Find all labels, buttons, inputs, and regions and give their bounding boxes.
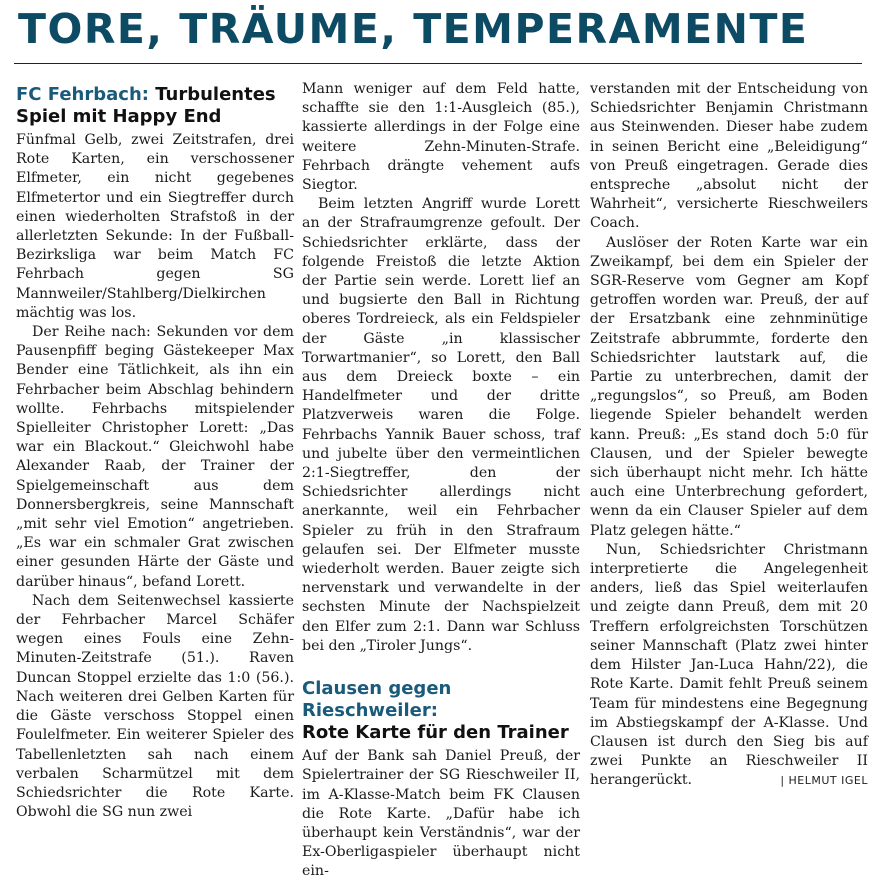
col1-paragraph-2: Der Reihe nach: Sekunden vor dem Pausenpfiff beging Gästekeeper Max Bender eine Tätlichkeit, als ihn ein Fehrbacher beim Abschlag behindern wollte. Fehrbachs mitspielender Spielleiter Christopher Lorett: „Das war ein Blackout.“ Gleichwohl habe Alexander Raab, der Trainer der Spielgemeinschaft aus dem Donnersbergkreis, seine Mannschaft „mit sehr viel Emotion“ angetrieben. „Es war ein schmaler Grat zwischen einer gesunden Härte der Gäste und darüber hinaus“, befand Lorett.	[16, 324, 294, 590]
headline: TORE, TRÄUME, TEMPERAMENTE	[18, 5, 809, 53]
column-1	[16, 84, 294, 821]
author-credit: | HELMUT IGEL	[780, 774, 868, 788]
col3-paragraph-1: verstanden mit der Entscheidung von Schiedsrichter Benjamin Christmann aus Steinwenden. Dieser habe zudem in seinen Bericht eine „Beleidigung“ von Preuß eingetragen. Gerade dies entspreche „absolut nicht der Wahrheit“, versicherte Rieschweilers Coach.	[590, 81, 868, 232]
section-1-heading	[16, 84, 294, 128]
column-3	[590, 80, 868, 789]
section-2-place: Clausen gegen Rieschweiler:	[302, 678, 452, 722]
section-1-place: FC Fehrbach:	[16, 84, 149, 105]
column-2	[302, 80, 580, 880]
col3-paragraph-2: Auslöser der Roten Karte war ein Zweikampf, bei dem ein Spieler der SGR-Reserve vom Gegner am Kopf getroffen worden war. Preuß, der auf der Ersatzbank eine zehnminütige Zeitstrafe abbrummte, forderte den Schiedsrichter lautstark auf, die Partie zu unterbrechen, damit der „regungslos“, so Preuß, am Boden liegende Spieler behandelt werden kann. Preuß: „Es stand doch 5:0 für Clausen, und der Spieler bewegte sich überhaupt nicht mehr. Ich hätte auch eine Unterbrechung gefordert, wenn da ein Clauser Spieler auf dem Platz gelegen hätte.“	[590, 234, 868, 539]
section-2-title-line2: Rote Karte für den Trainer	[302, 722, 569, 744]
col2-paragraph-1: Mann weniger auf dem Feld hatte, schaffte sie den 1:1-Ausgleich (85.), kassierte allerdings in der Folge eine weitere Zehn-Minuten-Strafe. Fehrbach drängte vehement aufs Siegtor.	[302, 81, 580, 194]
col1-paragraph-1: Fünfmal Gelb, zwei Zeitstrafen, drei Rote Karten, ein verschossener Elfmeter, ein nicht gegebenes Elfmetertor und ein Siegtreffer durch einen wiederholten Strafstoß in der allerletzten Sekunde: In der Fußball-Bezirksliga war beim Match FC Fehrbach gegen SG Mannweiler/Stahlberg/Dielkirchen mächtig was los.	[16, 132, 294, 321]
section-2-heading	[302, 678, 580, 744]
col2-paragraph-2: Beim letzten Angriff wurde Lorett an der Strafraumgrenze gefoult. Der Schiedsrichter erklärte, dass der folgende Freistoß die letzte Aktion der Partie sein werde. Lorett lief an und bugsierte den Ball in Richtung oberes Tordreieck, als ein Feldspieler der Gäste „in klassischer Torwartmanier“, so Lorett, den Ball aus dem Dreieck boxte – ein Handelfmeter und der dritte Platzverweis waren die Folge. Fehrbachs Yannik Bauer schoss, traf und jubelte über den vermeintlichen 2:1-Siegtreffer, den der Schiedsrichter allerdings nicht anerkannte, weil ein Fehrbacher Spieler zu früh in den Strafraum gelaufen sei. Der Elfmeter musste wiederholt werden. Bauer zeigte sich nervenstark und verwandelte in der sechsten Minute der Nachspielzeit den Elfer zum 2:1. Dann war Schluss bei den „Tiroler Jungs“.	[302, 196, 580, 654]
col3-paragraph-3	[590, 541, 868, 791]
col3-paragraph-3-text: Nun, Schiedsrichter Christmann interpretierte die Angelegenheit anders, ließ das Spiel weiterlaufen und zeigte dann Preuß, dem mit 20 Treffern erfolgreichsten Torschützen seiner Mannschaft (Platz zwei hinter dem Hilster Jan-Luca Hahn/22), die Rote Karte. Damit fehlt Preuß seinem Team für mindestens eine Begegnung im Abstiegskampf der A-Klasse. Und Clausen ist durch den Sieg bis auf zwei Punkte an Rieschweiler II herangerückt.	[590, 541, 868, 789]
section-1-title-rest: Turbulentes	[155, 84, 276, 105]
section-1-title-line2: Spiel mit Happy End	[16, 106, 222, 127]
col1-paragraph-3: Nach dem Seitenwechsel kassierte der Fehrbacher Marcel Schäfer wegen eines Fouls eine Zehn-Minuten-Zeitstrafe (51.). Raven Duncan Stoppel erzielte das 1:0 (56.). Nach weiteren drei Gelben Karten für die Gäste verschoss Stoppel einen Foulelfmeter. Ein weiterer Spieler des Tabellenletzten sah nach einem verbalen Scharmützel mit dem Schiedsrichter die Rote Karte. Obwohl die SG nun zwei	[16, 592, 294, 821]
headline-rule	[14, 63, 862, 64]
col2-paragraph-3: Auf der Bank sah Daniel Preuß, der Spielertrainer der SG Rieschweiler II, im A-Klasse-Match beim FK Clausen die Rote Karte. „Dafür habe ich überhaupt kein Verständnis“, war der Ex-Oberligaspieler überhaupt nicht ein-	[302, 748, 580, 880]
